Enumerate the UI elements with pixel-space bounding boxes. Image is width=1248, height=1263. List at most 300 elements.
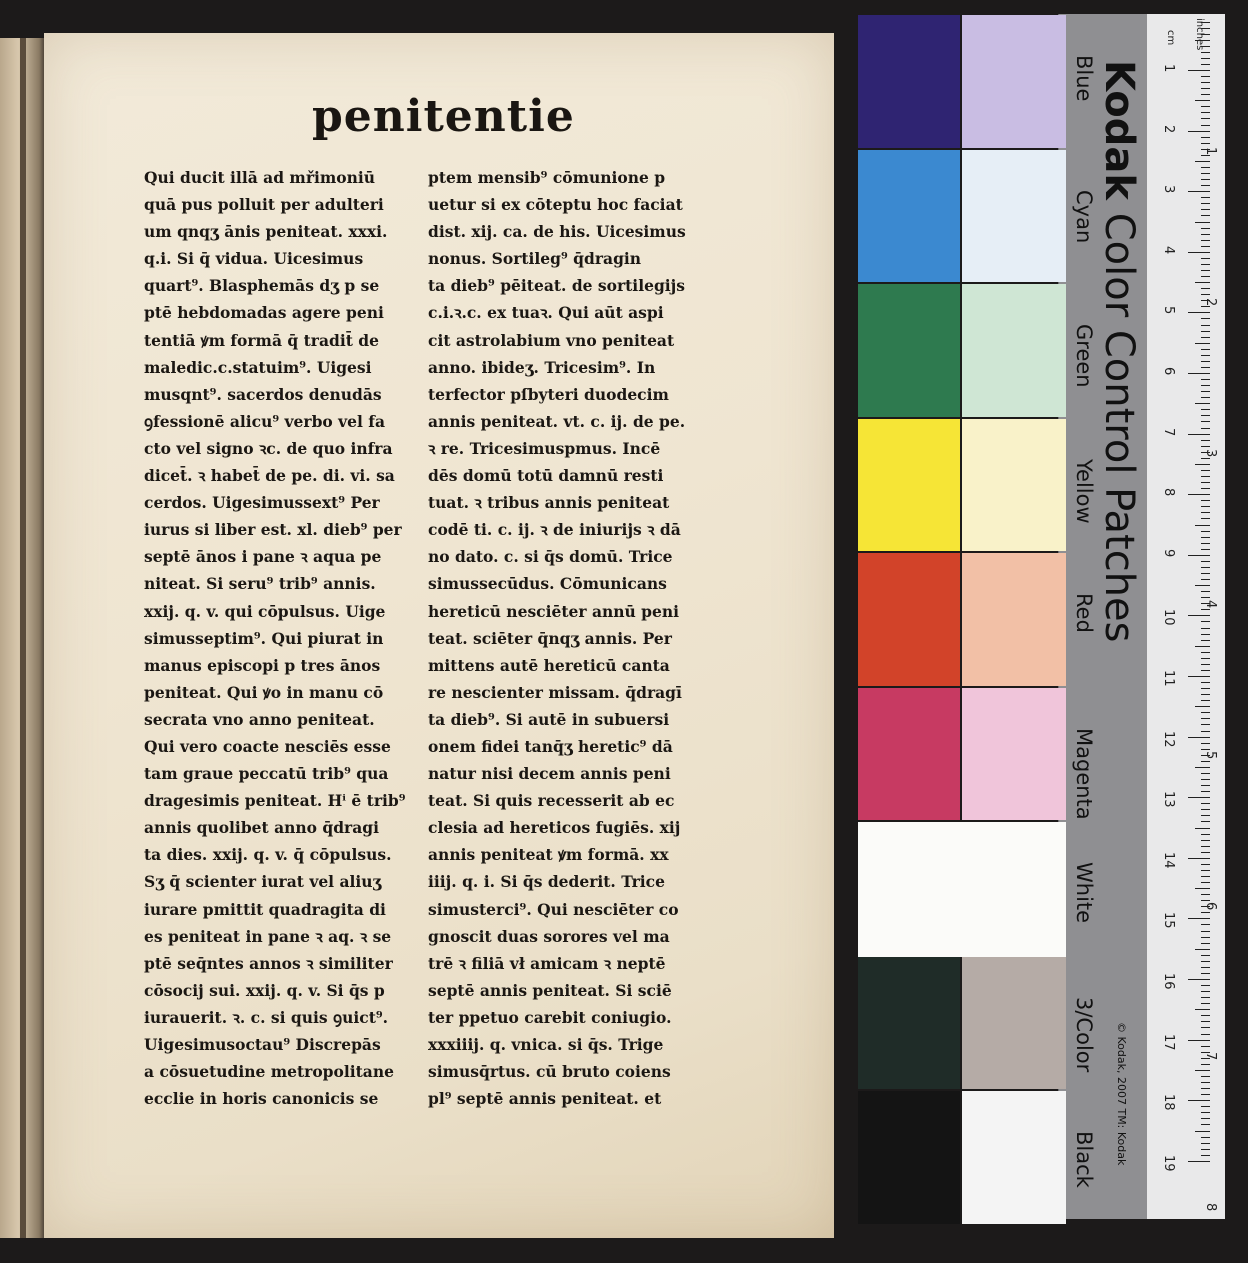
patch-blue-light xyxy=(962,15,1066,148)
text-line: xxxiiij. q. vnica. si q̄s. Trige xyxy=(428,1035,664,1054)
text-line: es peniteat in pane ꝛ aq. ꝛ se xyxy=(144,926,392,946)
ruler-tick xyxy=(1201,985,1210,986)
text-line: musqnt⁹. sacerdos denudās xyxy=(144,384,382,404)
ruler-tick xyxy=(1188,676,1210,677)
ruler-tick xyxy=(1201,834,1210,835)
ruler-tick xyxy=(1201,1034,1210,1035)
patch-green-dark xyxy=(858,284,960,417)
ruler-tick xyxy=(1201,179,1210,180)
ruler-tick xyxy=(1201,561,1210,562)
ruler-tick xyxy=(1201,173,1210,174)
text-line: ta dieb⁹. Si autē in subuersi xyxy=(428,709,670,729)
ruler-tick xyxy=(1201,185,1210,186)
ruler-tick xyxy=(1201,652,1210,653)
ruler-tick xyxy=(1201,337,1210,338)
text-line: cto vel signo ꝛc. de quo infra xyxy=(144,438,393,458)
text-line: cōsocij sui. xxij. q. v. Si q̄s p xyxy=(144,980,385,1000)
ruler-tick xyxy=(1188,737,1210,738)
patch-green-light xyxy=(962,284,1066,417)
cm-label: 13 xyxy=(1161,791,1176,808)
ruler-tick xyxy=(1201,306,1210,307)
ruler-tick xyxy=(1201,294,1210,295)
ruler-tick xyxy=(1201,458,1210,459)
ruler-tick xyxy=(1201,537,1210,538)
ruler-tick xyxy=(1201,961,1210,962)
copyright-text: © Kodak, 2007 TM: Kodak xyxy=(1115,1022,1128,1166)
patch-label: White xyxy=(1072,862,1096,924)
ruler-tick xyxy=(1195,403,1210,404)
ruler-tick xyxy=(1201,112,1210,113)
ruler-tick xyxy=(1201,743,1210,744)
text-line: maledic.c.statuim⁹. Uigesi xyxy=(144,357,372,377)
patch-cyan-dark xyxy=(858,150,960,283)
ruler-tick xyxy=(1201,870,1210,871)
inch-label: 2 xyxy=(1203,297,1218,307)
patch-magenta-dark xyxy=(858,688,960,821)
ruler-tick xyxy=(1195,222,1210,223)
patch-label: Black xyxy=(1072,1131,1096,1188)
text-line: re nescienter missam. q̄dragī xyxy=(428,682,682,702)
text-line: simusseptim⁹. Qui piurat in xyxy=(144,628,384,648)
ruler-tick xyxy=(1201,531,1210,532)
ruler-tick xyxy=(1188,434,1210,435)
ruler-tick xyxy=(1195,585,1210,586)
inch-label: 1 xyxy=(1203,147,1218,156)
text-line: ꝛ re. Tricesimuspmus. Incē xyxy=(428,438,661,458)
ruler-tick xyxy=(1188,373,1210,374)
right-text-column xyxy=(428,164,708,1112)
ruler-tick xyxy=(1201,543,1210,544)
text-line: cit astrolabium vno peniteat xyxy=(428,330,675,350)
cm-label: 11 xyxy=(1161,670,1176,687)
text-line: mittens autē hereticū canta xyxy=(428,655,670,675)
ruler-tick xyxy=(1201,749,1210,750)
ruler-tick xyxy=(1201,240,1210,241)
ruler-tick xyxy=(1201,276,1210,277)
text-line: iurauerit. ꝛ. c. si quis ꝯuict⁹. xyxy=(144,1007,389,1027)
ruler-tick xyxy=(1201,1106,1210,1107)
cm-label: 18 xyxy=(1161,1094,1176,1111)
ruler-tick xyxy=(1201,1155,1210,1156)
patch-label: 3/Color xyxy=(1072,996,1096,1072)
ruler-tick xyxy=(1201,852,1210,853)
text-line: iurus si liber est. xl. dieb⁹ per xyxy=(144,520,402,540)
ruler-tick xyxy=(1201,809,1210,810)
ruler-tick xyxy=(1201,700,1210,701)
ruler-tick xyxy=(1201,94,1210,95)
text-line: simusterci⁹. Qui nesciēter co xyxy=(428,899,679,919)
ruler-tick xyxy=(1201,943,1210,944)
text-line: ꝯfessionē alicu⁹ verbo vel fa xyxy=(144,411,386,431)
patch-3-color-dark xyxy=(858,957,960,1090)
patch-label: Red xyxy=(1072,593,1096,633)
cm-label: 6 xyxy=(1161,367,1176,376)
ruler-tick xyxy=(1201,52,1210,53)
ruler-tick xyxy=(1195,888,1210,889)
ruler-tick xyxy=(1188,918,1210,919)
ruler-tick xyxy=(1201,506,1210,507)
ruler-tick xyxy=(1201,591,1210,592)
ruler-tick xyxy=(1195,767,1210,768)
ruler-tick xyxy=(1195,282,1210,283)
text-line: ta dies. xxij. q. v. q̄ cōpulsus. xyxy=(144,845,392,865)
ruler-tick xyxy=(1188,312,1210,313)
patch-yellow-dark xyxy=(858,419,960,552)
ruler-tick xyxy=(1201,973,1210,974)
ruler-tick xyxy=(1201,991,1210,992)
text-line: ptē seq̄ntes annos ꝛ similiter xyxy=(144,953,393,973)
text-line: cerdos. Uigesimussext⁹ Per xyxy=(144,493,380,513)
ruler-tick xyxy=(1201,106,1210,107)
ruler-tick xyxy=(1201,349,1210,350)
text-line: dist. xij. ca. de his. Uicesimus xyxy=(428,222,686,242)
ruler-tick xyxy=(1201,773,1210,774)
ruler-tick xyxy=(1201,670,1210,671)
text-line: iurare pmittit quadragita di xyxy=(144,899,386,919)
ruler-tick xyxy=(1188,1040,1210,1041)
ruler-tick xyxy=(1201,724,1210,725)
ruler-tick xyxy=(1201,1149,1210,1150)
ruler-tick xyxy=(1201,567,1210,568)
inch-label: 6 xyxy=(1203,901,1218,910)
book-page xyxy=(44,33,834,1238)
ruler-tick xyxy=(1188,555,1210,556)
text-line: onem fidei tanq̄ʒ heretic⁹ dā xyxy=(428,736,673,756)
text-line: dicet̄. ꝛ habet̄ de pe. di. vi. sa xyxy=(144,466,395,486)
text-line: terfector pſbyteri duodecim xyxy=(428,384,669,404)
ruler-tick xyxy=(1195,646,1210,647)
ruler-tick xyxy=(1201,1082,1210,1083)
ruler-tick xyxy=(1201,258,1210,259)
ruler-tick xyxy=(1201,640,1210,641)
ruler-tick xyxy=(1201,609,1210,610)
text-line: peniteat. Qui ꝟo in manu cō xyxy=(144,682,384,702)
ruler-tick xyxy=(1188,979,1210,980)
ruler-tick xyxy=(1201,597,1210,598)
brand-name: Kodak xyxy=(1096,60,1142,200)
ruler-tick xyxy=(1201,1076,1210,1077)
ruler-tick xyxy=(1201,785,1210,786)
ruler-tick xyxy=(1195,343,1210,344)
ruler-tick xyxy=(1201,215,1210,216)
cm-label: 9 xyxy=(1161,548,1176,558)
ruler-tick xyxy=(1188,615,1210,616)
ruler-tick xyxy=(1201,937,1210,938)
ruler-tick xyxy=(1201,488,1210,489)
cm-label: 4 xyxy=(1161,245,1176,255)
patch-label: Blue xyxy=(1072,55,1096,102)
ruler-tick xyxy=(1201,876,1210,877)
ruler-tick xyxy=(1201,379,1210,380)
text-line: q.i. Si q̄ vidua. Uicesimus xyxy=(144,249,364,269)
ruler-tick xyxy=(1201,246,1210,247)
ruler-tick xyxy=(1201,955,1210,956)
ruler-tick xyxy=(1201,415,1210,416)
patch-red-dark xyxy=(858,553,960,686)
ruler-tick xyxy=(1201,470,1210,471)
ruler-tick xyxy=(1201,367,1210,368)
text-line: septē ānos i pane ꝛ aqua pe xyxy=(144,547,382,567)
ruler-tick xyxy=(1201,88,1210,89)
ruler-tick xyxy=(1201,409,1210,410)
ruler-tick xyxy=(1201,658,1210,659)
ruler-tick xyxy=(1201,482,1210,483)
ruler-tick xyxy=(1201,579,1210,580)
ruler-tick xyxy=(1188,1100,1210,1101)
ruler-tick xyxy=(1201,882,1210,883)
patch-cyan-light xyxy=(962,150,1066,283)
text-line: septē annis peniteat. Si sciē xyxy=(428,980,672,1000)
text-line: Uigesimusoctau⁹ Discrepās xyxy=(144,1035,381,1054)
ruler-tick xyxy=(1201,446,1210,447)
ruler-tick xyxy=(1201,549,1210,550)
inch-label: 5 xyxy=(1203,750,1218,759)
ruler-tick xyxy=(1201,761,1210,762)
ruler-tick xyxy=(1201,518,1210,519)
left-text-column xyxy=(144,164,414,1112)
ruler-tick xyxy=(1201,1143,1210,1144)
ruler-tick xyxy=(1201,428,1210,429)
ruler-tick xyxy=(1201,688,1210,689)
ruler-tick xyxy=(1201,1094,1210,1095)
ruler-tick xyxy=(1188,494,1210,495)
ruler-tick xyxy=(1195,1009,1210,1010)
ruler-tick xyxy=(1201,331,1210,332)
text-line: no dato. c. si q̄s domū. Trice xyxy=(428,547,673,567)
ruler-tick xyxy=(1201,712,1210,713)
ruler-tick xyxy=(1201,355,1210,356)
text-line: manus episcopi p tres ānos xyxy=(144,655,381,675)
ruler-tick xyxy=(1201,664,1210,665)
ruler-tick xyxy=(1201,924,1210,925)
cm-label: 12 xyxy=(1161,730,1176,748)
ruler-tick xyxy=(1195,706,1210,707)
ruler-tick xyxy=(1201,634,1210,635)
ruler-tick xyxy=(1195,1131,1210,1132)
ruler-tick xyxy=(1201,209,1210,210)
ruler-tick xyxy=(1201,1046,1210,1047)
ruler-tick xyxy=(1201,1112,1210,1113)
text-line: annis peniteat ꝟm formā. xx xyxy=(428,845,669,865)
ruler-tick xyxy=(1201,234,1210,235)
ruler-tick xyxy=(1201,846,1210,847)
ruler-tick xyxy=(1201,288,1210,289)
ruler-tick xyxy=(1195,949,1210,950)
ruler-tick xyxy=(1195,464,1210,465)
text-line: quā pus polluit per adulteri xyxy=(144,195,384,215)
ruler-tick xyxy=(1201,318,1210,319)
patch-yellow-light xyxy=(962,419,1066,552)
measurement-ruler xyxy=(1147,14,1225,1219)
ruler-tick xyxy=(1201,997,1210,998)
text-line: annis quolibet anno q̄dragi xyxy=(144,818,379,838)
patch-label: Magenta xyxy=(1072,727,1096,820)
ruler-tick xyxy=(1201,694,1210,695)
ruler-tick xyxy=(1195,1070,1210,1071)
ruler-tick xyxy=(1201,325,1210,326)
ruler-tick xyxy=(1201,1118,1210,1119)
ruler-tick xyxy=(1188,131,1210,132)
cm-unit-label: cm xyxy=(1165,30,1176,46)
inches-unit-label: inches xyxy=(1194,18,1205,51)
ruler-tick xyxy=(1201,931,1210,932)
ruler-tick xyxy=(1201,621,1210,622)
cm-label: 2 xyxy=(1161,124,1176,133)
text-line: gnoscit duas sorores vel ma xyxy=(428,926,670,946)
ruler-tick xyxy=(1201,58,1210,59)
text-line: Qui ducit illā ad mřimoniū xyxy=(144,168,376,187)
ruler-tick xyxy=(1201,864,1210,865)
ruler-tick xyxy=(1201,1021,1210,1022)
patch-label: Yellow xyxy=(1072,458,1096,524)
cm-label: 16 xyxy=(1161,973,1176,990)
text-line: dragesimis peniteat. Hⁱ ē trib⁹ xyxy=(144,791,406,811)
text-line: anno. ibideʒ. Tricesim⁹. In xyxy=(428,357,656,377)
text-line: clesia ad hereticos fugiēs. xij xyxy=(428,818,681,838)
patch-label: Cyan xyxy=(1072,189,1096,243)
ruler-tick xyxy=(1201,82,1210,83)
text-line: trē ꝛ filiā vł amicam ꝛ neptē xyxy=(428,953,666,973)
ruler-tick xyxy=(1201,228,1210,229)
text-line: teat. Si quis recesserit ab ec xyxy=(428,791,675,811)
text-line: annis peniteat. vt. c. ij. de pe. xyxy=(428,411,686,431)
text-line: simusq̄rtus. cū bruto coiens xyxy=(428,1062,671,1082)
patch-magenta-light xyxy=(962,688,1066,821)
ruler-tick xyxy=(1195,100,1210,101)
text-line: pl⁹ septē annis peniteat. et xyxy=(428,1089,662,1109)
ruler-tick xyxy=(1201,1088,1210,1089)
ruler-tick xyxy=(1201,967,1210,968)
text-line: codē ti. c. ij. ꝛ de iniurijs ꝛ dā xyxy=(428,520,681,540)
ruler-tick xyxy=(1201,1027,1210,1028)
patch-red-light xyxy=(962,553,1066,686)
text-line: ecclie in horis canonicis se xyxy=(144,1089,379,1109)
ruler-tick xyxy=(1195,525,1210,526)
cm-label: 3 xyxy=(1161,185,1176,194)
text-line: ter ppetuo carebit coniugio. xyxy=(428,1007,672,1027)
ruler-tick xyxy=(1201,731,1210,732)
kodak-brand-title xyxy=(1096,60,1142,642)
ruler-tick xyxy=(1201,397,1210,398)
cm-label: 1 xyxy=(1161,64,1176,73)
text-line: iiij. q. i. Si q̄s dederit. Trice xyxy=(428,872,665,892)
text-line: tuat. ꝛ tribus annis peniteat xyxy=(428,493,670,513)
cm-label: 19 xyxy=(1161,1154,1176,1172)
text-line: ptem mensib⁹ cōmunione p xyxy=(428,168,666,187)
ruler-tick xyxy=(1201,264,1210,265)
text-line: uetur si ex cōteptu hoc faciat xyxy=(428,195,683,215)
cm-label: 15 xyxy=(1161,912,1176,929)
text-line: niteat. Si seru⁹ trib⁹ annis. xyxy=(144,574,376,594)
ruler-tick xyxy=(1201,779,1210,780)
ruler-tick xyxy=(1188,70,1210,71)
text-line: xxij. q. v. qui cōpulsus. Uige xyxy=(144,601,386,621)
cm-label: 7 xyxy=(1161,427,1176,436)
ruler-tick xyxy=(1201,840,1210,841)
text-line: teat. sciēter q̄nqʒ annis. Per xyxy=(428,628,672,648)
text-line: ptē hebdomadas agere peni xyxy=(144,303,384,323)
ruler-tick xyxy=(1201,815,1210,816)
ruler-tick xyxy=(1188,1161,1210,1162)
book-spine xyxy=(20,38,26,1238)
inch-label: 4 xyxy=(1203,599,1218,608)
ruler-tick xyxy=(1201,1003,1210,1004)
ruler-tick xyxy=(1188,797,1210,798)
ruler-tick xyxy=(1201,1064,1210,1065)
text-line: nonus. Sortileg⁹ q̄dragin xyxy=(428,249,642,269)
ruler-tick xyxy=(1201,894,1210,895)
inch-label: 7 xyxy=(1203,1052,1218,1061)
ruler-tick xyxy=(1201,118,1210,119)
ruler-tick xyxy=(1188,252,1210,253)
ruler-tick xyxy=(1201,270,1210,271)
patch-black-light xyxy=(962,1091,1066,1224)
patch-3-color-light xyxy=(962,957,1066,1090)
target-title: Color Control Patches xyxy=(1096,212,1142,643)
text-line: Qui vero coacte nesciēs esse xyxy=(144,736,391,756)
cm-label: 14 xyxy=(1161,851,1176,869)
ruler-tick xyxy=(1201,76,1210,77)
ruler-tick xyxy=(1201,1137,1210,1138)
patch-black-dark xyxy=(858,1091,960,1224)
ruler-tick xyxy=(1201,573,1210,574)
cm-label: 5 xyxy=(1161,306,1176,315)
ruler-tick xyxy=(1201,1124,1210,1125)
ruler-tick xyxy=(1201,1015,1210,1016)
ruler-tick xyxy=(1201,203,1210,204)
ruler-tick xyxy=(1201,64,1210,65)
ruler-tick xyxy=(1188,858,1210,859)
ruler-tick xyxy=(1201,385,1210,386)
text-line: ta dieb⁹ pēiteat. de sortilegijs xyxy=(428,276,685,296)
text-line: hereticū nesciēter annū peni xyxy=(428,601,680,621)
ruler-tick xyxy=(1201,500,1210,501)
cm-label: 10 xyxy=(1161,609,1176,626)
ruler-tick xyxy=(1201,391,1210,392)
ruler-tick xyxy=(1201,440,1210,441)
ruler-tick xyxy=(1201,628,1210,629)
inch-label: 8 xyxy=(1203,1203,1218,1212)
ruler-tick xyxy=(1201,512,1210,513)
text-line: c.i.ꝛ.c. ex tuaꝛ. Qui aūt aspi xyxy=(428,303,664,323)
text-line: secrata vno anno peniteat. xyxy=(144,709,375,729)
patch-label: Green xyxy=(1072,324,1096,388)
ruler-tick xyxy=(1195,828,1210,829)
text-line: tentiā ꝟm formā q̄ tradit̄ de xyxy=(144,330,379,350)
inch-label: 3 xyxy=(1203,448,1218,458)
text-line: tam graue peccatū trib⁹ qua xyxy=(144,764,389,784)
ruler-tick xyxy=(1201,912,1210,913)
ruler-tick xyxy=(1201,682,1210,683)
cm-label: 17 xyxy=(1161,1033,1176,1051)
ruler-tick xyxy=(1201,197,1210,198)
ruler-tick xyxy=(1201,361,1210,362)
page-heading: penitentie xyxy=(312,91,575,142)
ruler-tick xyxy=(1201,803,1210,804)
ruler-tick xyxy=(1201,143,1210,144)
ruler-tick xyxy=(1201,476,1210,477)
ruler-tick xyxy=(1201,125,1210,126)
text-line: Sʒ q̄ scienter iurat vel aliuʒ xyxy=(144,872,382,892)
ruler-tick xyxy=(1201,821,1210,822)
ruler-tick xyxy=(1195,161,1210,162)
patch-white-dark xyxy=(858,822,1066,957)
text-line: dēs domū totū damnū resti xyxy=(428,466,664,486)
ruler-tick xyxy=(1201,167,1210,168)
text-line: natur nisi decem annis peni xyxy=(428,764,671,784)
ruler-tick xyxy=(1201,137,1210,138)
ruler-tick xyxy=(1201,421,1210,422)
